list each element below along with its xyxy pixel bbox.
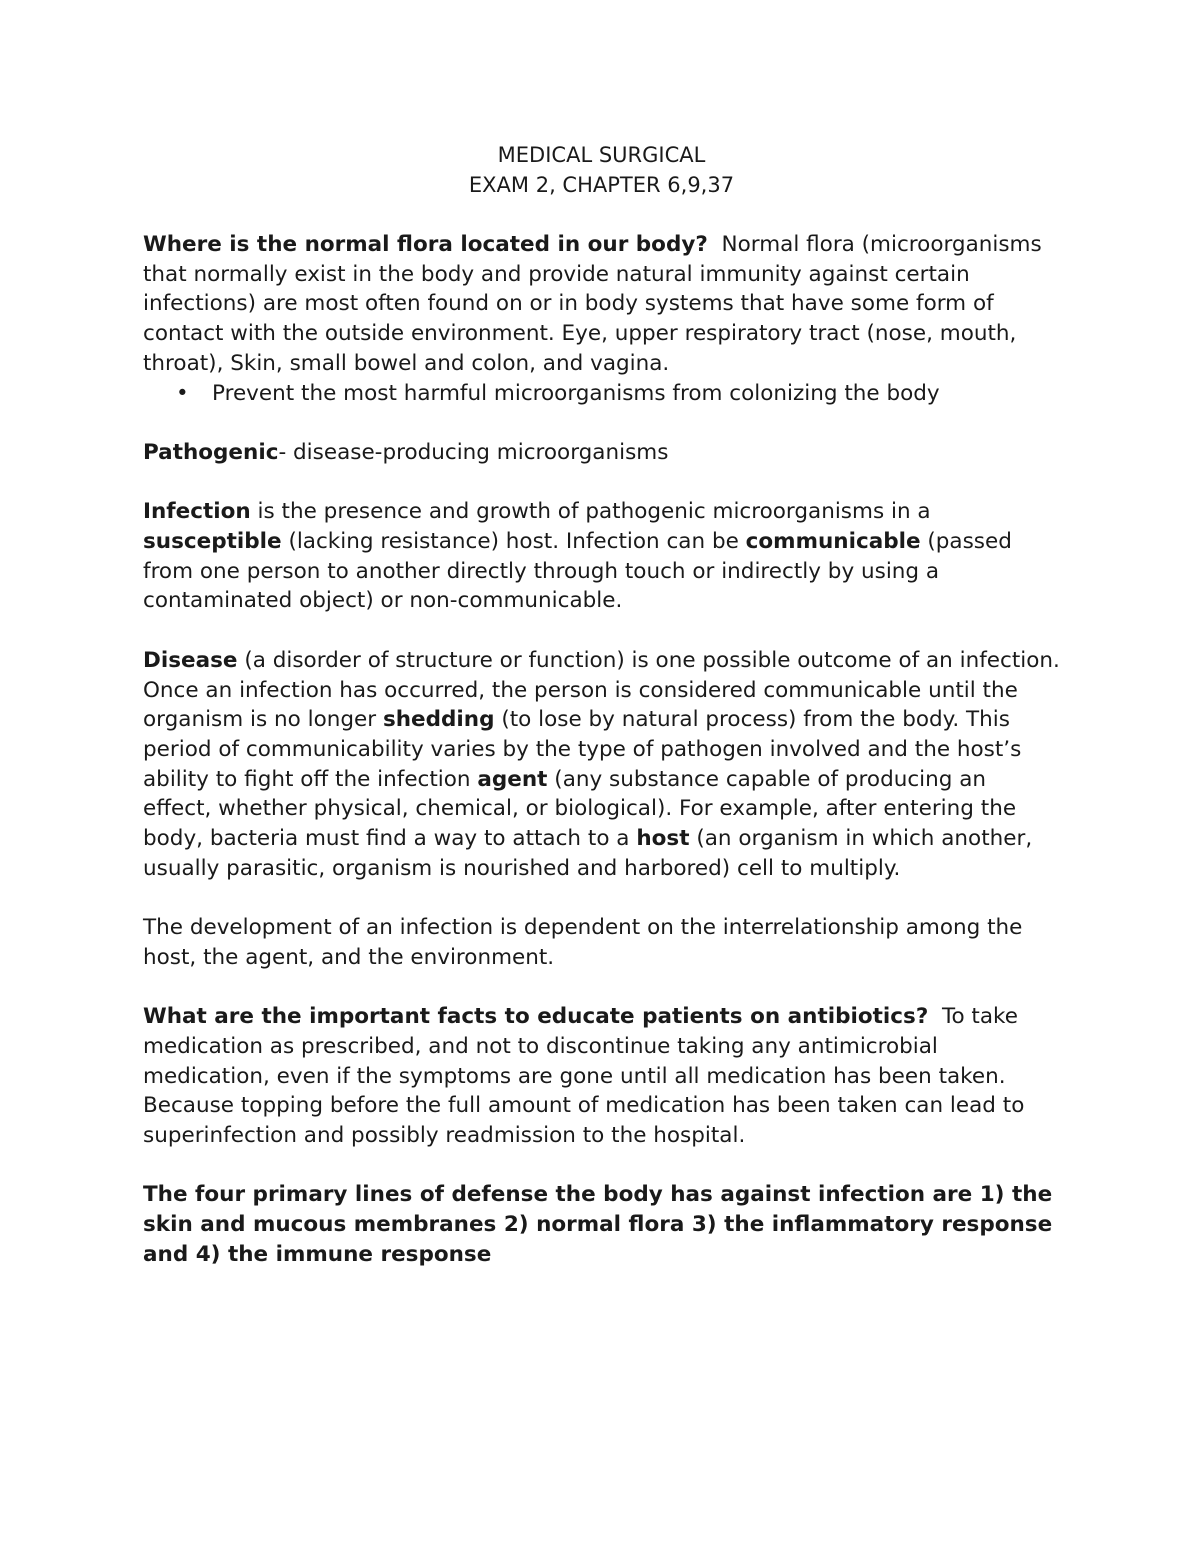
flora-paragraph [143, 230, 1060, 379]
shedding-term: shedding [382, 707, 495, 733]
defense-paragraph: The four primary lines of defense the body has against infection are 1) the skin and mucous membranes 2) normal flora 3) the inflammatory response and 4) the immune response [143, 1182, 1053, 1267]
infection-text-3: (passed from one person to another directly through touch or indirectly by using a contaminated object) or non-communicable. [143, 529, 1012, 614]
flora-bullet-text: Prevent the most harmful microorganisms from colonizing the body [212, 380, 940, 406]
flora-answer: Normal flora (microorganisms that normally exist in the body and provide natural immunity against certain infections) are most often found on or in body systems that have some form of contact with the outside environment. Eye, upper respiratory tract (nose, mouth, throat), Skin, small bowel and colon, and vagina. [143, 232, 1042, 376]
document-header [143, 140, 1060, 200]
list-item [143, 379, 1060, 409]
infection-term: Infection [143, 499, 251, 525]
agent-term: agent [477, 766, 548, 792]
disease-text-4: (an organism in which another, usually parasitic, organism is nourished and harbored) cell to multiply. [143, 826, 1033, 881]
pathogenic-term: Pathogenic [143, 439, 279, 465]
pathogenic-definition: - disease-producing microorganisms [278, 439, 669, 465]
antibiotics-answer: To take medication as prescribed, and not to discontinue taking any antimicrobial medication, even if the symptoms are gone until all medication has been taken. Because topping before the full amount of medication has been taken can lead to superinfection and possibly readmission to the hospital. [143, 1004, 1025, 1149]
antibiotics-question: What are the important facts to educate patients on antibiotics? [143, 1004, 929, 1030]
flora-bullet-list [143, 379, 1060, 409]
infection-paragraph [143, 497, 1060, 616]
bullet-icon: • [176, 380, 189, 406]
disease-text-1: (a disorder of structure or function) is one possible outcome of an infection. Once an infection has occurred, the person is considered communicable until the organism is no longer [143, 647, 1060, 733]
development-paragraph: The development of an infection is dependent on the interrelationship among the host, the agent, and the environment. [143, 915, 1023, 970]
communicable-term: communicable [745, 529, 921, 554]
document-subtitle: EXAM 2, CHAPTER 6,9,37 [468, 173, 735, 197]
pathogenic-paragraph [143, 438, 1060, 468]
infection-text-2: (lacking resistance) host. Infection can be [281, 529, 746, 554]
disease-text-2: (to lose by natural process) from the body. This period of communicability varies by the type of pathogen involved and the host’s ability to fight off the infection [143, 707, 1022, 792]
document-title: MEDICAL SURGICAL [497, 143, 706, 167]
disease-term: Disease [143, 647, 238, 673]
susceptible-term: susceptible [143, 529, 282, 554]
antibiotics-paragraph [143, 1002, 1060, 1151]
flora-question: Where is the normal flora located in our body? [143, 232, 708, 257]
disease-text-3: (any substance capable of producing an effect, whether physical, chemical, or biological). For example, after entering the body, bacteria must find a way to attach to a [143, 766, 1017, 852]
disease-paragraph [143, 646, 1060, 884]
host-term: host [636, 826, 690, 852]
infection-text-1: is the presence and growth of pathogenic microorganisms in a [250, 499, 931, 525]
